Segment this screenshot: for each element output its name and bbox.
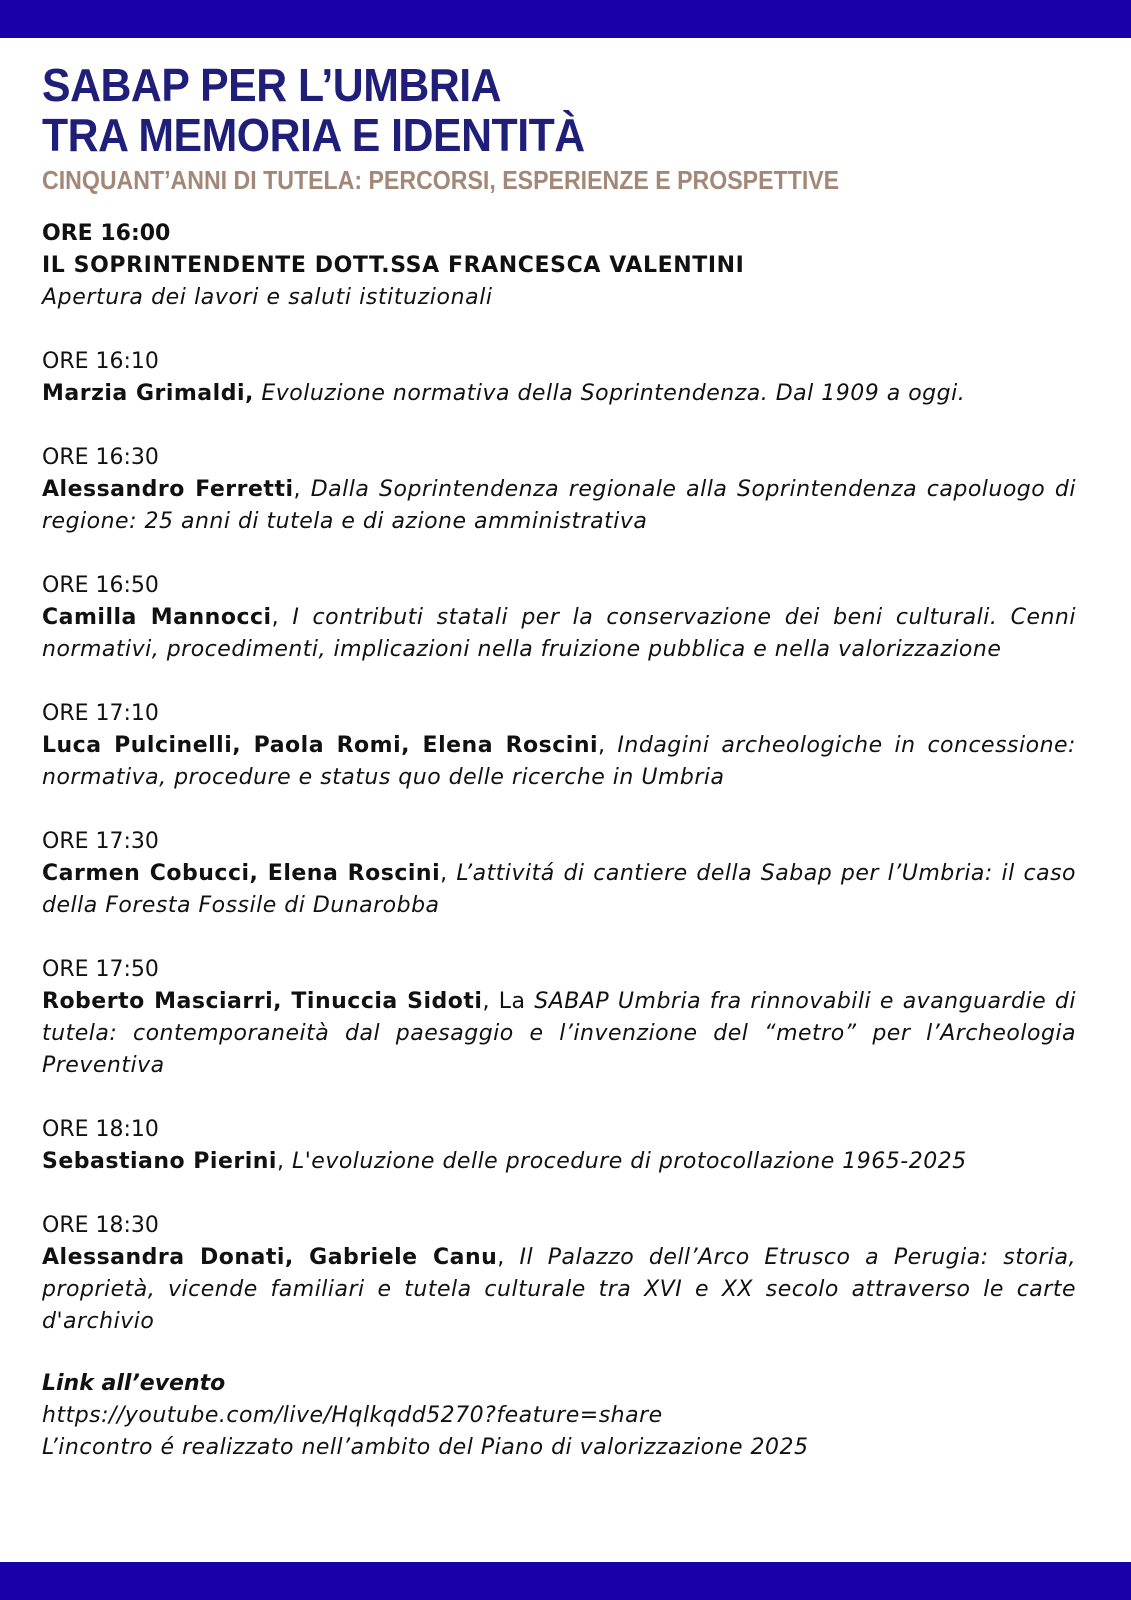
- session-speaker: IL SOPRINTENDENTE DOTT.SSA FRANCESCA VALENTINI: [42, 253, 745, 278]
- session-separator: ,: [497, 1245, 520, 1270]
- session-speakers: Carmen Cobucci, Elena Roscini: [42, 861, 441, 886]
- event-footer: [42, 1368, 1076, 1464]
- session-separator: ,: [440, 861, 457, 886]
- top-color-band: [0, 0, 1131, 38]
- session-separator: ,: [293, 477, 311, 502]
- session-time: ORE 18:10: [42, 1117, 159, 1142]
- session-talk-title: SABAP Umbria fra rinnovabili e avanguardie di tutela: contemporaneità dal paesaggio e l’invenzione del “metro” per l’Archeologia Preventiva: [42, 989, 1076, 1078]
- session-body: [42, 1146, 1076, 1178]
- session-item: [42, 1210, 1076, 1338]
- session-speakers: Sebastiano Pierini: [42, 1149, 277, 1174]
- session-speakers: Alessandro Ferretti: [42, 477, 294, 502]
- session-time: ORE 16:50: [42, 573, 159, 598]
- event-note: L’incontro é realizzato nell’ambito del Piano di valorizzazione 2025: [42, 1435, 809, 1460]
- page-title: [42, 60, 1004, 160]
- session-talk-title: Il Palazzo dell’Arco Etrusco a Perugia: storia, proprietà, vicende familiari e tutela culturale tra XVI e XX secolo attraverso le carte d'archivio: [42, 1245, 1076, 1334]
- session-item: [42, 826, 1076, 922]
- session-list: [42, 346, 1076, 1338]
- session-item: [42, 570, 1076, 666]
- session-talk-title: Indagini archeologiche in concessione: normativa, procedure e status quo delle ricerche in Umbria: [42, 733, 1076, 790]
- session-body: [42, 378, 1076, 410]
- session-speakers: Marzia Grimaldi,: [42, 381, 254, 406]
- session-time: ORE 18:30: [42, 1213, 159, 1238]
- page-subtitle: CINQUANT’ANNI DI TUTELA: PERCORSI, ESPERIENZE E PROSPETTIVE: [42, 165, 840, 195]
- session-item: [42, 698, 1076, 794]
- session-talk-title: I contributi statali per la conservazione dei beni culturali. Cenni normativi, procedimenti, implicazioni nella fruizione pubblica e nella valorizzazione: [42, 605, 1076, 662]
- session-time: ORE 16:00: [42, 221, 171, 246]
- session-body: [42, 730, 1076, 794]
- session-item: [42, 1114, 1076, 1178]
- session-body: [42, 1242, 1076, 1338]
- session-separator: ,: [598, 733, 618, 758]
- session-talk-title: Dalla Soprintendenza regionale alla Soprintendenza capoluogo di regione: 25 anni di tutela e di azione amministrativa: [42, 477, 1076, 534]
- session-separator: ,: [271, 605, 293, 630]
- session-description: Apertura dei lavori e saluti istituzionali: [42, 285, 493, 310]
- session-body: [42, 474, 1076, 538]
- session-body: [42, 986, 1076, 1082]
- event-link-label: Link all’evento: [42, 1371, 226, 1396]
- session-speakers: Alessandra Donati, Gabriele Canu: [42, 1245, 498, 1270]
- session-speakers: Luca Pulcinelli, Paola Romi, Elena Roscini: [42, 733, 599, 758]
- event-link[interactable]: https://youtube.com/live/Hqlkqdd5270?feature=share: [42, 1403, 663, 1428]
- session-time: ORE 17:10: [42, 701, 159, 726]
- session-talk-title: Evoluzione normativa della Soprintendenza. Dal 1909 a oggi.: [261, 381, 966, 406]
- programme: [42, 60, 1076, 1464]
- bottom-color-band: [0, 1562, 1131, 1600]
- session-body: [42, 602, 1076, 666]
- session-talk-title: L'evoluzione delle procedure di protocollazione 1965-2025: [291, 1149, 967, 1174]
- title-line-1: SABAP PER L’UMBRIA: [42, 59, 502, 111]
- session-separator: ,: [276, 1149, 292, 1174]
- session-item: [42, 442, 1076, 538]
- session-item: [42, 954, 1076, 1082]
- opening-session: [42, 218, 1076, 314]
- session-time: ORE 17:50: [42, 957, 159, 982]
- session-time: ORE 16:10: [42, 349, 159, 374]
- session-speakers: Roberto Masciarri, Tinuccia Sidoti: [42, 989, 483, 1014]
- session-time: ORE 16:30: [42, 445, 159, 470]
- session-item: [42, 346, 1076, 410]
- session-pre: La: [498, 989, 535, 1014]
- session-time: ORE 17:30: [42, 829, 159, 854]
- session-speakers: Camilla Mannocci: [42, 605, 272, 630]
- session-talk-title: L’attivitá di cantiere della Sabap per l’Umbria: il caso della Foresta Fossile di Dunarobba: [42, 861, 1076, 918]
- session-body: [42, 858, 1076, 922]
- session-separator: ,: [482, 989, 499, 1014]
- title-line-2: TRA MEMORIA E IDENTITÀ: [42, 109, 585, 161]
